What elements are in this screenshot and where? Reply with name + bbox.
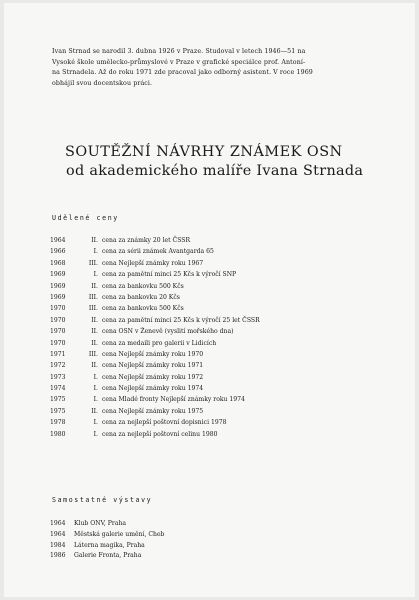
award-place: I.: [93, 430, 98, 438]
award-row: [50, 235, 400, 246]
award-row: [50, 281, 400, 292]
award-place: III.: [88, 293, 98, 301]
award-year: 1969: [50, 293, 66, 301]
award-year: 1975: [50, 407, 66, 415]
award-row: [50, 315, 400, 326]
award-place: II.: [91, 237, 98, 244]
award-text: cena Nejlepší známky roku 1971: [102, 362, 204, 370]
award-text: cena Nejlepší známky roku 1975: [102, 407, 204, 415]
exhibition-text: Klub ONV, Praha: [74, 520, 127, 527]
exhibition-year: 1986: [50, 552, 66, 560]
award-place: I.: [93, 385, 98, 393]
award-text: cena OSN v Ženevě (vyslití mořského dna): [102, 328, 234, 336]
award-row: [50, 269, 400, 280]
award-year: 1966: [50, 248, 66, 256]
award-year: 1980: [50, 430, 66, 438]
award-row: [50, 292, 400, 303]
award-place: II.: [91, 328, 98, 336]
exhibitions-heading: Samostatné výstavy: [52, 496, 153, 504]
document-page: [4, 3, 415, 597]
document-subtitle: od akademického malíře Ivana Strnada: [66, 163, 364, 179]
award-row: [50, 326, 400, 337]
award-place: III.: [88, 259, 98, 267]
award-place: III.: [88, 305, 98, 313]
award-place: I.: [93, 396, 98, 404]
award-text: cena za pamětní minci 25 Kčs k výročí 25 let ČSSR: [102, 316, 260, 324]
exhibition-year: 1964: [50, 520, 66, 527]
bio-line: Vysoké škole umělecko-průmyslové v Praze v grafické speciálce prof. Antoní-: [52, 58, 306, 66]
award-row: [50, 258, 400, 269]
award-row: [50, 406, 400, 417]
award-row: [50, 360, 400, 371]
award-year: 1971: [50, 350, 66, 358]
award-place: I.: [93, 419, 98, 427]
exhibition-year: 1964: [50, 530, 66, 538]
award-row: [50, 303, 400, 314]
bio-line: obhájil svou docentskou práci.: [52, 79, 153, 87]
award-text: cena za bankovku 20 Kčs: [102, 293, 180, 301]
award-year: 1970: [50, 316, 66, 324]
award-text: cena za nejlepší poštovní celinu 1980: [102, 430, 218, 438]
award-row: [50, 394, 400, 405]
exhibition-text: Láterna magika, Praha: [74, 541, 145, 549]
exhibition-text: Galerie Fronta, Praha: [74, 552, 142, 560]
exhibition-text: Městská galerie umění, Cheb: [74, 530, 165, 538]
exhibition-row: [50, 519, 400, 530]
award-text: cena Nejlepší známky roku 1970: [102, 350, 204, 358]
award-year: 1972: [50, 362, 66, 370]
award-place: I.: [93, 271, 98, 279]
exhibition-row: [50, 530, 400, 541]
exhibition-year: 1984: [50, 541, 66, 549]
award-place: II.: [91, 282, 98, 290]
award-text: cena za bankovku 500 Kčs: [102, 282, 184, 290]
award-year: 1978: [50, 419, 66, 427]
award-row: [50, 349, 400, 360]
award-year: 1969: [50, 271, 66, 279]
award-row: [50, 246, 400, 257]
award-place: I.: [93, 373, 98, 381]
award-place: II.: [91, 407, 98, 415]
award-text: cena Nejlepší známky roku 1967: [102, 259, 204, 267]
award-text: cena za bankovku 500 Kčs: [102, 305, 184, 313]
award-row: [50, 338, 400, 349]
award-year: 1975: [50, 396, 66, 404]
document-title: SOUTĚŽNÍ NÁVRHY ZNÁMEK OSN: [65, 144, 343, 160]
bio-line: Ivan Strnad se narodil 3. dubna 1926 v Praze. Studoval v letech 1946—51 na: [52, 48, 306, 55]
award-row: [50, 372, 400, 383]
award-year: 1970: [50, 305, 66, 313]
award-year: 1964: [50, 237, 66, 244]
award-place: III.: [88, 350, 98, 358]
award-text: cena za známky 20 let ČSSR: [102, 237, 191, 244]
award-text: cena za sérii známek Avantgarda 65: [102, 248, 214, 256]
award-row: [50, 429, 400, 440]
award-text: cena Nejlepší známky roku 1972: [102, 373, 204, 381]
award-year: 1970: [50, 328, 66, 336]
award-year: 1973: [50, 373, 66, 381]
award-text: cena za medaili pro galerii v Lidicích: [102, 339, 217, 347]
award-text: cena Mladé fronty Nejlepší známky roku 1974: [102, 396, 245, 404]
award-text: cena za pamětní minci 25 Kčs k výročí SNP: [102, 271, 237, 279]
award-place: I.: [93, 248, 98, 256]
award-place: II.: [91, 339, 98, 347]
award-year: 1969: [50, 282, 66, 290]
awards-list: [50, 235, 400, 440]
award-year: 1968: [50, 259, 66, 267]
award-year: 1970: [50, 339, 66, 347]
award-place: II.: [91, 362, 98, 370]
exhibitions-list: [50, 519, 400, 562]
bio-line: na Strnadela. Až do roku 1971 zde pracoval jako odborný asistent. V roce 1969: [52, 69, 313, 77]
award-text: cena Nejlepší známky roku 1974: [102, 385, 204, 393]
award-row: [50, 383, 400, 394]
award-year: 1974: [50, 385, 66, 393]
exhibition-row: [50, 541, 400, 552]
award-row: [50, 417, 400, 428]
award-text: cena za nejlepší poštovní dopisnici 1978: [102, 419, 227, 427]
awards-heading: Udělené ceny: [52, 214, 119, 222]
award-place: II.: [91, 316, 98, 324]
biography-paragraph: [52, 47, 392, 89]
exhibition-row: [50, 551, 400, 562]
